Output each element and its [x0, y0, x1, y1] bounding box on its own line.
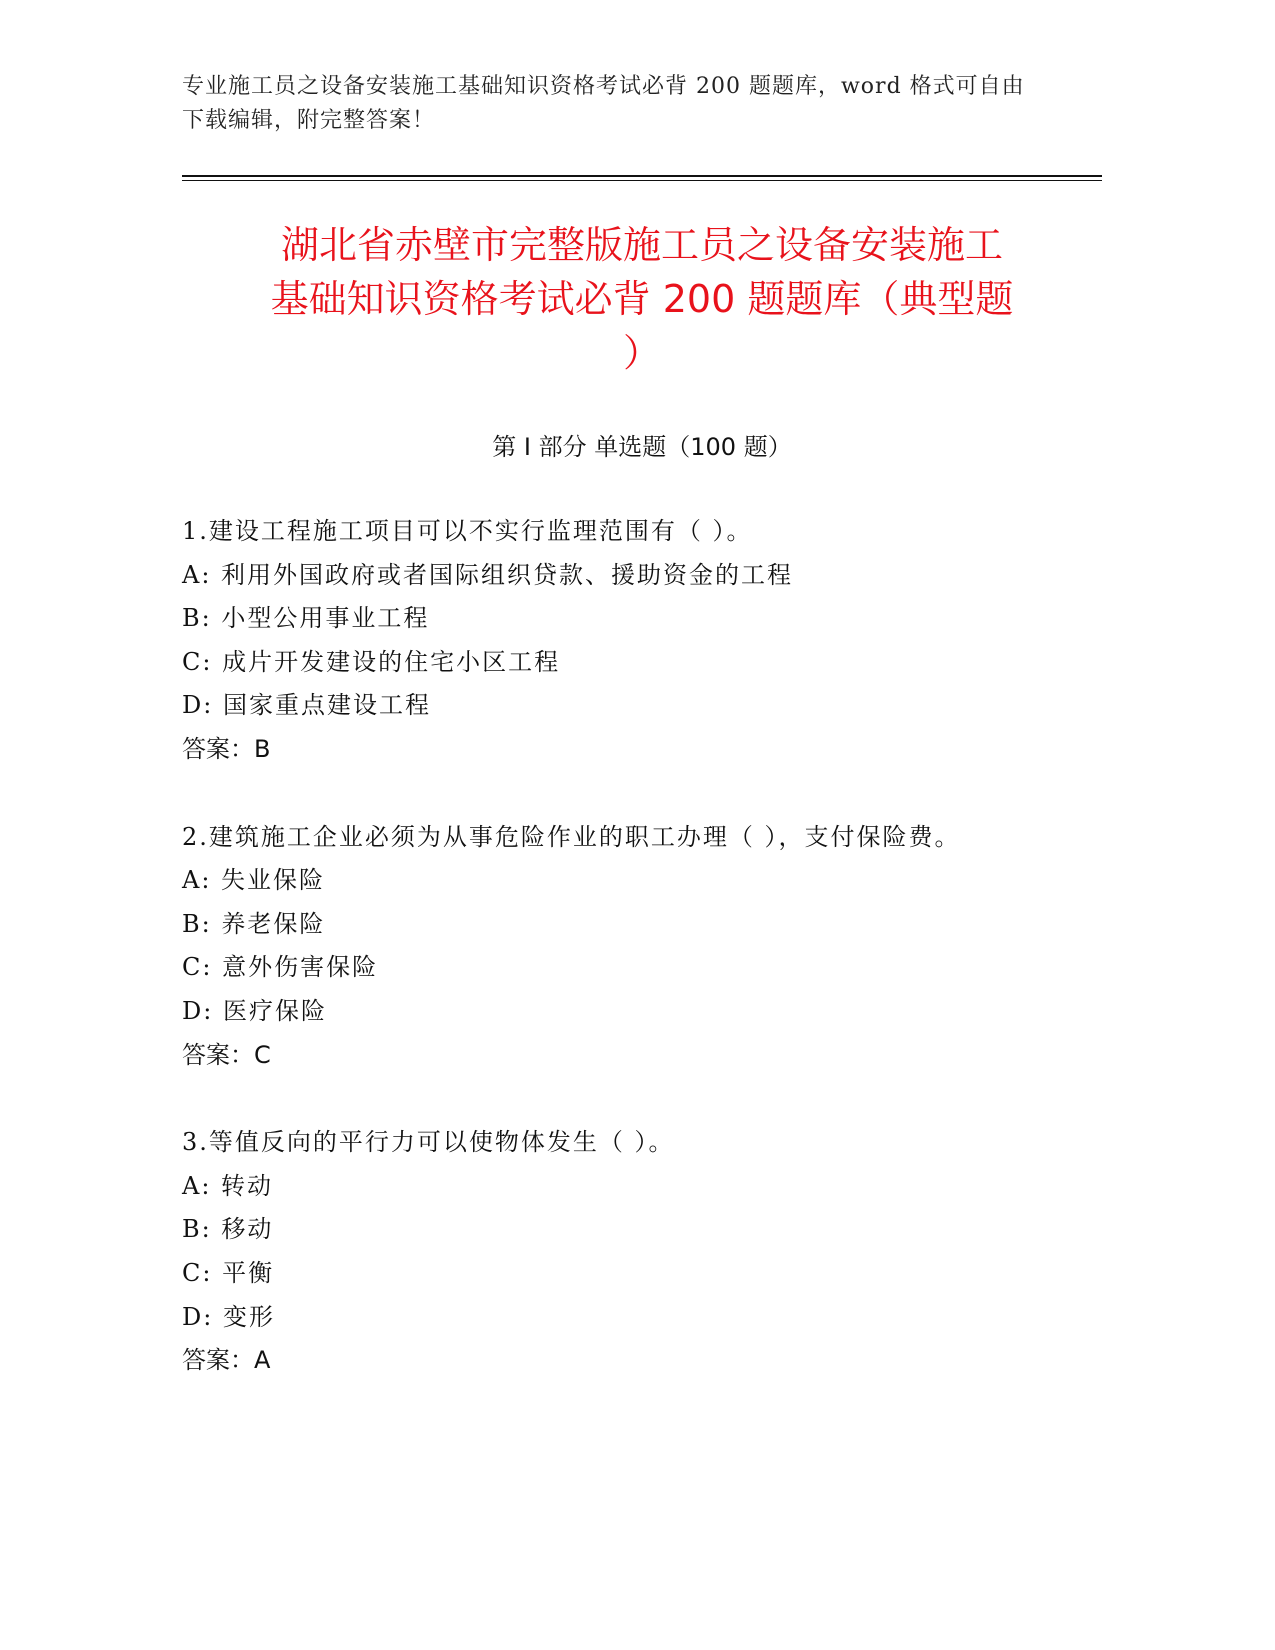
- section-heading: 第 I 部分 单选题（100 题）: [492, 433, 792, 461]
- header-note: [182, 70, 1102, 138]
- header-divider-thick: [182, 175, 1102, 177]
- answer-line: 答案：B: [182, 734, 271, 763]
- question-stem: 2.建筑施工企业必须为从事危险作业的职工办理（ ），支付保险费。: [182, 822, 961, 851]
- option-b: B: 移动: [182, 1215, 274, 1244]
- option-b: B: 小型公用事业工程: [182, 604, 430, 633]
- answer-line: 答案：C: [182, 1040, 271, 1069]
- option-d: D: 变形: [182, 1302, 275, 1331]
- document-title-line-1: 湖北省赤壁市完整版施工员之设备安装施工: [280, 223, 1003, 267]
- question-stem: 3.等值反向的平行力可以使物体发生（ ）。: [182, 1128, 675, 1157]
- option-a: A: 失业保险: [182, 866, 326, 895]
- question-item: [182, 1121, 1102, 1383]
- option-d: D: 国家重点建设工程: [182, 691, 431, 720]
- answer-line: 答案：A: [182, 1346, 271, 1375]
- question-item: [182, 510, 1102, 772]
- option-c: C: 意外伤害保险: [182, 953, 379, 982]
- option-b: B: 养老保险: [182, 909, 326, 938]
- option-a: A: 利用外国政府或者国际组织贷款、援助资金的工程: [182, 560, 794, 589]
- header-divider-thin: [182, 180, 1102, 181]
- question-list: [182, 510, 1102, 1427]
- option-c: C: 平衡: [182, 1258, 275, 1287]
- header-note-line-2: 下载编辑，附完整答案！: [182, 108, 436, 133]
- document-title-line-3: ）: [622, 331, 661, 375]
- document-title-line-2: 基础知识资格考试必背 200 题题库（典型题: [270, 277, 1014, 321]
- document-title: [182, 218, 1102, 380]
- header-note-line-1: 专业施工员之设备安装施工基础知识资格考试必背 200 题题库，word 格式可自由: [182, 74, 1025, 99]
- option-a: A: 转动: [182, 1171, 274, 1200]
- question-stem: 1.建设工程施工项目可以不实行监理范围有（ ）。: [182, 517, 753, 545]
- option-c: C: 成片开发建设的住宅小区工程: [182, 647, 561, 676]
- option-d: D: 医疗保险: [182, 996, 327, 1025]
- question-item: [182, 816, 1102, 1078]
